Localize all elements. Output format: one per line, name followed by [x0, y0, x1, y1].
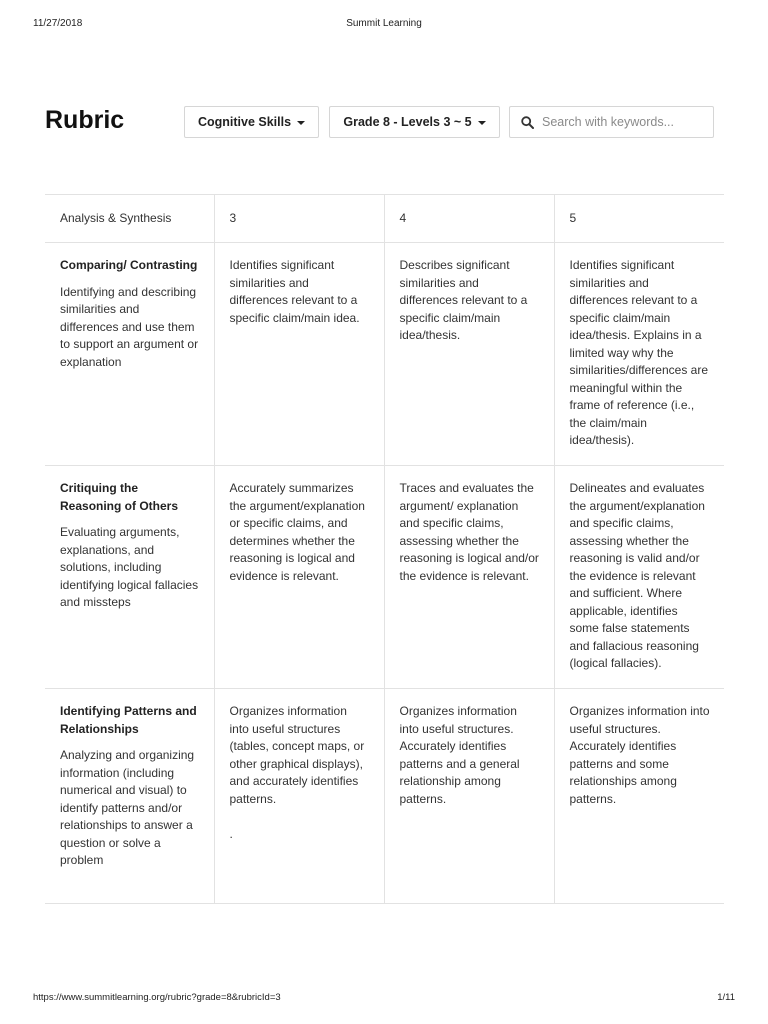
column-header-level-4: 4	[384, 195, 554, 243]
level-5-cell: Organizes information into useful structures. Accurately identifies patterns and some relationships among patterns.	[554, 689, 724, 904]
table-header-row	[45, 195, 724, 243]
level-3-cell: Identifies significant similarities and differences relevant to a specific claim/main idea.	[214, 243, 384, 466]
grade-dropdown-label: Grade 8 - Levels 3 ~ 5	[343, 115, 472, 129]
skills-dropdown[interactable]	[184, 106, 319, 138]
skill-cell	[45, 243, 214, 466]
rubric-table	[45, 194, 724, 904]
caret-down-icon	[478, 121, 486, 125]
table-row	[45, 689, 724, 904]
print-footer	[0, 992, 768, 1006]
level-3-cell: Accurately summarizes the argument/explanation or specific claims, and determines whether the reasoning is logical and evidence is relevant.	[214, 466, 384, 689]
level-4-cell: Describes significant similarities and differences relevant to a specific claim/main idea/thesis.	[384, 243, 554, 466]
skill-name: Comparing/ Contrasting	[60, 258, 198, 272]
column-header-category: Analysis & Synthesis	[45, 195, 214, 243]
skill-description: Analyzing and organizing information (including numerical and visual) to identify patterns and/or relationships to answer a question or solve a problem	[60, 748, 195, 867]
level-4-cell: Traces and evaluates the argument/ explanation and specific claims, assessing whether the reasoning is logical and/or the evidence is relevant.	[384, 466, 554, 689]
level-5-cell: Delineates and evaluates the argument/explanation and specific claims, assessing whether the reasoning is valid and/or the evidence is relevant and sufficient. Where applicable, identifies some false statements and fallacious reasoning (logical fallacies).	[554, 466, 724, 689]
table-row	[45, 243, 724, 466]
skill-name: Identifying Patterns and Relationships	[60, 704, 197, 736]
level-5-cell: Identifies significant similarities and differences relevant to a specific claim/main idea/thesis. Explains in a limited way why the similarities/differences are meaningful within the frame of reference (i.e., the claim/main idea/thesis).	[554, 243, 724, 466]
level-3-text: Organizes information into useful structures (tables, concept maps, or other graphical displays), and accurately identifies patterns.	[229, 704, 365, 806]
column-header-level-3: 3	[214, 195, 384, 243]
level-4-cell: Organizes information into useful structures. Accurately identifies patterns and a general relationship among patterns.	[384, 689, 554, 904]
search-box[interactable]	[509, 106, 714, 138]
skills-dropdown-label: Cognitive Skills	[197, 115, 292, 129]
skill-description: Evaluating arguments, explanations, and solutions, including identifying logical fallacies and missteps	[60, 525, 199, 609]
print-title: Summit Learning	[346, 18, 422, 29]
page-number: 1/11	[717, 992, 735, 1003]
level-3-cell	[214, 689, 384, 904]
search-input[interactable]	[542, 115, 702, 129]
search-icon	[521, 116, 534, 129]
skill-description: Identifying and describing similarities and differences and use them to support an argument or explanation	[60, 284, 199, 369]
grade-dropdown[interactable]	[329, 106, 500, 138]
print-url: https://www.summitlearning.org/rubric?grade=8&rubricId=3	[33, 992, 281, 1003]
skill-name: Critiquing the Reasoning of Others	[60, 481, 179, 513]
caret-down-icon	[297, 121, 305, 125]
skill-cell	[45, 689, 214, 904]
level-3-extra: .	[229, 827, 233, 841]
column-header-level-5: 5	[554, 195, 724, 243]
print-header	[0, 18, 768, 32]
page-title: Rubric	[45, 106, 125, 134]
table-row	[45, 466, 724, 689]
print-date: 11/27/2018	[33, 18, 83, 29]
skill-cell	[45, 466, 214, 689]
